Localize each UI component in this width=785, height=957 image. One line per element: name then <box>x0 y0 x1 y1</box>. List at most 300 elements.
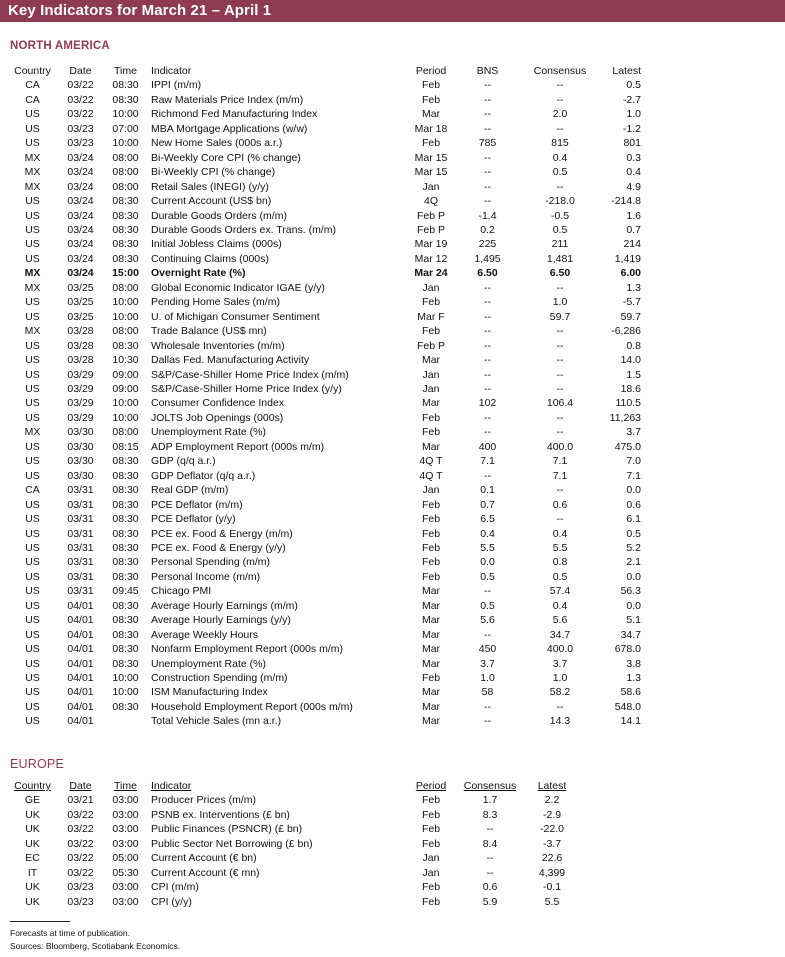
cell-bns: -- <box>484 151 491 164</box>
cell-country: US <box>25 209 40 222</box>
cell-country: MX <box>24 151 41 164</box>
cell-indicator: Bi-Weekly Core CPI (% change) <box>151 151 301 164</box>
cell-bns: 102 <box>478 397 497 410</box>
cell-country: US <box>25 354 40 367</box>
cell-date: 03/22 <box>67 866 94 879</box>
cell-indicator: MBA Mortgage Applications (w/w) <box>151 122 308 135</box>
cell-period: Feb <box>421 527 441 540</box>
cell-date: 03/31 <box>67 556 94 569</box>
cell-time: 05:00 <box>112 852 139 865</box>
cell-time: 08:30 <box>112 223 139 236</box>
cell-latest: 4.9 <box>626 180 641 193</box>
cell-indicator: Raw Materials Price Index (m/m) <box>151 93 304 106</box>
cell-bns: -- <box>484 310 491 323</box>
table-row <box>7 628 657 642</box>
cell-time: 08:30 <box>112 252 139 265</box>
cell-period: Jan <box>422 866 440 879</box>
cell-indicator: Durable Goods Orders (m/m) <box>151 209 287 222</box>
cell-date: 03/22 <box>67 852 94 865</box>
cell-consensus: -- <box>486 866 494 879</box>
cell-latest: 475.0 <box>614 440 641 453</box>
cell-country: US <box>25 440 40 453</box>
cell-date: 03/29 <box>67 382 94 395</box>
cell-date: 03/30 <box>67 455 94 468</box>
cell-latest: -2.9 <box>542 808 562 821</box>
cell-time: 08:30 <box>112 599 139 612</box>
sources-footnote: Sources: Bloomberg, Scotiabank Economics. <box>10 941 181 951</box>
cell-country: US <box>25 455 40 468</box>
cell-time: 08:00 <box>112 180 139 193</box>
cell-indicator: Initial Jobless Claims (000s) <box>151 238 282 251</box>
cell-date: 03/28 <box>67 339 94 352</box>
cell-indicator: Wholesale Inventories (m/m) <box>151 339 285 352</box>
cell-indicator: ISM Manufacturing Index <box>151 686 268 699</box>
cell-indicator: CPI (y/y) <box>151 895 192 908</box>
cell-time: 09:00 <box>112 382 139 395</box>
cell-country: US <box>25 672 40 685</box>
table-row <box>7 469 657 483</box>
cell-indicator: Average Hourly Earnings (m/m) <box>151 599 298 612</box>
cell-indicator: PCE ex. Food & Energy (y/y) <box>151 541 286 554</box>
cell-country: CA <box>25 93 40 106</box>
column-header-period: Period <box>415 65 447 77</box>
cell-consensus: 106.4 <box>546 397 574 410</box>
cell-indicator: Current Account (€ mn) <box>151 866 260 879</box>
cell-date: 04/01 <box>67 715 94 728</box>
cell-latest: 801 <box>623 137 641 150</box>
cell-consensus: -- <box>556 281 564 294</box>
cell-date: 03/31 <box>67 585 94 598</box>
cell-period: Feb <box>421 411 441 424</box>
cell-country: US <box>25 122 40 135</box>
cell-time: 15:00 <box>112 267 139 280</box>
cell-time: 09:45 <box>112 585 139 598</box>
cell-latest: -6,286 <box>611 325 641 338</box>
cell-period: Feb P <box>416 223 445 236</box>
cell-latest: 56.3 <box>620 585 641 598</box>
cell-consensus: 14.3 <box>549 715 571 728</box>
cell-date: 03/24 <box>67 195 94 208</box>
cell-date: 04/01 <box>67 614 94 627</box>
cell-period: Mar 19 <box>414 238 448 251</box>
cell-consensus: -- <box>556 354 564 367</box>
table-row <box>7 851 584 865</box>
cell-time: 08:30 <box>112 614 139 627</box>
cell-time: 10:00 <box>112 108 139 121</box>
table-row <box>7 136 657 150</box>
cell-time: 10:00 <box>112 672 139 685</box>
cell-country: EC <box>25 852 40 865</box>
cell-time: 08:00 <box>112 281 139 294</box>
cell-latest: 22.6 <box>541 852 563 865</box>
cell-bns: 7.1 <box>480 455 495 468</box>
cell-latest: 3.7 <box>626 426 641 439</box>
cell-indicator: S&P/Case-Shiller Home Price Index (m/m) <box>151 368 349 381</box>
cell-consensus: 5.5 <box>552 541 568 554</box>
cell-period: Mar <box>421 599 441 612</box>
cell-bns: 6.5 <box>480 513 495 526</box>
cell-latest: 58.6 <box>620 686 641 699</box>
cell-consensus: 58.2 <box>549 686 571 699</box>
table-row <box>7 165 657 179</box>
cell-latest: 0.3 <box>626 151 641 164</box>
cell-country: US <box>25 108 40 121</box>
cell-consensus: 57.4 <box>549 585 571 598</box>
table-row <box>7 657 657 671</box>
cell-period: Feb <box>421 296 441 309</box>
column-header-latest <box>520 779 584 793</box>
cell-bns: -- <box>484 108 491 121</box>
cell-date: 03/31 <box>67 570 94 583</box>
cell-period: Jan <box>422 180 440 193</box>
cell-time: 09:00 <box>112 368 139 381</box>
column-header-label: Consensus <box>463 780 517 792</box>
table-row <box>7 180 657 194</box>
cell-time: 08:30 <box>112 570 139 583</box>
cell-consensus: 8.3 <box>482 808 498 821</box>
cell-country: US <box>25 715 40 728</box>
cell-bns: -- <box>484 180 491 193</box>
cell-period: Mar <box>421 686 441 699</box>
table-row <box>7 295 657 309</box>
cell-period: Feb P <box>416 209 445 222</box>
cell-period: Mar 24 <box>414 267 448 280</box>
column-header-country: Country <box>14 65 51 77</box>
cell-country: IT <box>27 866 38 879</box>
cell-period: Feb <box>421 325 441 338</box>
cell-latest: 7.0 <box>626 455 641 468</box>
cell-time: 08:30 <box>112 93 139 106</box>
cell-period: Feb <box>421 823 441 836</box>
cell-country: US <box>25 382 40 395</box>
cell-latest: 0.4 <box>626 166 641 179</box>
cell-bns: 400 <box>478 440 497 453</box>
cell-bns: 785 <box>478 137 497 150</box>
table-row <box>7 310 657 324</box>
cell-consensus: 0.4 <box>552 151 568 164</box>
cell-latest: -214.8 <box>611 195 641 208</box>
cell-indicator: Durable Goods Orders ex. Trans. (m/m) <box>151 223 336 236</box>
cell-bns: -- <box>484 93 491 106</box>
table-row <box>7 353 657 367</box>
cell-consensus: 0.5 <box>552 223 568 236</box>
cell-latest: 14.1 <box>620 715 641 728</box>
cell-indicator: Consumer Confidence Index <box>151 397 285 410</box>
cell-consensus: 5.6 <box>552 614 568 627</box>
table-row <box>7 714 657 728</box>
cell-latest: 110.5 <box>615 397 641 410</box>
cell-latest: -5.7 <box>622 296 641 309</box>
cell-time: 08:30 <box>112 513 139 526</box>
cell-time: 08:30 <box>112 484 139 497</box>
cell-indicator: Chicago PMI <box>151 585 212 598</box>
table-row <box>7 382 657 396</box>
cell-consensus: -- <box>556 411 564 424</box>
cell-indicator: PCE Deflator (m/m) <box>151 498 243 511</box>
cell-latest: 59.7 <box>620 310 641 323</box>
table-row <box>7 584 657 598</box>
cell-time: 03:00 <box>112 881 139 894</box>
cell-time: 08:30 <box>112 556 139 569</box>
column-header-time <box>103 779 148 793</box>
cell-country: US <box>25 570 40 583</box>
cell-latest: -22.0 <box>540 823 564 836</box>
cell-country: US <box>25 223 40 236</box>
cell-period: Feb <box>421 79 441 92</box>
cell-consensus: 211 <box>551 238 569 251</box>
cell-bns: -- <box>484 700 491 713</box>
cell-bns: 6.50 <box>477 267 498 280</box>
cell-period: Mar <box>421 657 441 670</box>
table-row <box>7 454 657 468</box>
cell-time: 08:30 <box>112 498 139 511</box>
cell-time: 08:30 <box>112 455 139 468</box>
cell-consensus: 59.7 <box>549 310 571 323</box>
table-row <box>7 541 657 555</box>
cell-country: US <box>25 700 40 713</box>
cell-country: US <box>25 296 40 309</box>
cell-time: 10:00 <box>112 397 139 410</box>
cell-consensus: 1,481 <box>546 252 574 265</box>
cell-date: 03/29 <box>67 368 94 381</box>
cell-consensus: -- <box>556 484 564 497</box>
cell-bns: 5.6 <box>480 614 495 627</box>
table-row <box>7 895 584 909</box>
cell-country: US <box>25 643 40 656</box>
cell-indicator: Current Account (€ bn) <box>151 852 257 865</box>
column-header-label: Indicator <box>151 780 192 792</box>
cell-consensus: 1.0 <box>552 296 568 309</box>
cell-consensus: -- <box>486 852 494 865</box>
cell-indicator: PCE ex. Food & Energy (m/m) <box>151 527 293 540</box>
cell-country: US <box>25 599 40 612</box>
cell-latest: 0.5 <box>626 527 641 540</box>
cell-period: Feb <box>421 498 441 511</box>
table-row <box>7 122 657 136</box>
table-header-row <box>7 64 657 78</box>
cell-latest: 0.8 <box>626 339 641 352</box>
cell-indicator: Producer Prices (m/m) <box>151 794 257 807</box>
table-row <box>7 281 657 295</box>
table-row <box>7 93 657 107</box>
cell-indicator: JOLTS Job Openings (000s) <box>151 411 284 424</box>
cell-bns: -- <box>484 354 491 367</box>
cell-latest: -1.2 <box>622 122 641 135</box>
cell-time: 08:30 <box>112 238 139 251</box>
cell-date: 03/24 <box>67 223 94 236</box>
table-row <box>7 866 584 880</box>
cell-bns: 0.5 <box>480 599 495 612</box>
column-header-date: Date <box>69 65 92 77</box>
table-row <box>7 425 657 439</box>
cell-country: UK <box>25 881 40 894</box>
cell-latest: 7.1 <box>626 469 641 482</box>
cell-bns: -- <box>484 715 491 728</box>
north-america-heading: NORTH AMERICA <box>10 40 110 52</box>
column-header-label: Country <box>14 780 51 792</box>
cell-consensus: 1.7 <box>482 794 498 807</box>
cell-period: Feb <box>421 556 441 569</box>
cell-consensus: 34.7 <box>549 628 571 641</box>
cell-consensus: -- <box>556 339 564 352</box>
cell-indicator: Real GDP (m/m) <box>151 484 229 497</box>
cell-latest: 1.3 <box>626 281 641 294</box>
footnote-divider <box>10 921 70 922</box>
cell-date: 03/21 <box>67 794 94 807</box>
column-header-indicator <box>148 779 402 793</box>
cell-bns: -- <box>484 281 491 294</box>
cell-period: Mar <box>421 614 441 627</box>
cell-latest: 0.0 <box>626 570 641 583</box>
cell-time: 08:30 <box>112 339 139 352</box>
cell-consensus: -- <box>556 700 564 713</box>
cell-latest: -0.1 <box>542 881 562 894</box>
cell-latest: -2.7 <box>622 93 641 106</box>
cell-date: 03/25 <box>67 310 94 323</box>
table-row <box>7 252 657 266</box>
cell-bns: -- <box>484 166 491 179</box>
cell-bns: -- <box>484 325 491 338</box>
cell-bns: 1,495 <box>474 252 501 265</box>
column-header-latest: Latest <box>612 65 641 77</box>
cell-country: US <box>25 195 40 208</box>
cell-latest: 0.0 <box>626 599 641 612</box>
table-row <box>7 700 657 714</box>
table-row <box>7 411 657 425</box>
cell-indicator: CPI (m/m) <box>151 881 199 894</box>
cell-date: 03/22 <box>67 823 94 836</box>
cell-consensus: 0.6 <box>552 498 568 511</box>
title-banner <box>0 0 785 22</box>
cell-date: 03/24 <box>67 252 94 265</box>
cell-country: MX <box>24 180 41 193</box>
cell-country: US <box>25 411 40 424</box>
cell-indicator: PCE Deflator (y/y) <box>151 513 236 526</box>
cell-date: 03/25 <box>67 296 94 309</box>
cell-time: 08:30 <box>112 643 139 656</box>
cell-latest: 0.0 <box>626 484 641 497</box>
cell-latest: 3.8 <box>626 657 641 670</box>
cell-indicator: Construction Spending (m/m) <box>151 672 288 685</box>
cell-date: 04/01 <box>67 599 94 612</box>
cell-time: 08:00 <box>112 325 139 338</box>
table-row <box>7 808 584 822</box>
cell-latest: 4,399 <box>538 866 566 879</box>
cell-time: 07:00 <box>112 122 139 135</box>
column-header-indicator: Indicator <box>151 65 192 77</box>
cell-latest: 34.7 <box>620 628 641 641</box>
page-title: Key Indicators for March 21 – April 1 <box>8 2 272 19</box>
table-row <box>7 396 657 410</box>
cell-country: US <box>25 585 40 598</box>
cell-country: US <box>25 469 40 482</box>
europe-table <box>7 779 584 909</box>
cell-period: Mar <box>421 628 441 641</box>
cell-country: MX <box>24 426 41 439</box>
cell-period: Mar <box>421 440 441 453</box>
cell-time: 08:00 <box>112 151 139 164</box>
forecast-footnote: Forecasts at time of publication. <box>10 928 131 938</box>
cell-time: 08:30 <box>112 527 139 540</box>
cell-bns: 0.0 <box>480 556 495 569</box>
cell-latest: 0.7 <box>626 223 641 236</box>
cell-bns: -- <box>484 411 491 424</box>
cell-indicator: Average Hourly Earnings (y/y) <box>151 614 291 627</box>
cell-consensus: -- <box>556 426 564 439</box>
cell-consensus: -0.5 <box>550 209 570 222</box>
table-row <box>7 209 657 223</box>
column-header-consensus <box>460 779 520 793</box>
table-header-row <box>7 779 584 793</box>
cell-consensus: 0.4 <box>552 599 568 612</box>
table-row <box>7 266 657 280</box>
table-row <box>7 151 657 165</box>
cell-bns: -- <box>484 469 491 482</box>
cell-period: 4Q <box>423 195 438 208</box>
cell-date: 04/01 <box>67 700 94 713</box>
table-row <box>7 822 584 836</box>
cell-country: CA <box>25 484 40 497</box>
cell-indicator: New Home Sales (000s a.r.) <box>151 137 283 150</box>
cell-indicator: Trade Balance (US$ mn) <box>151 325 267 338</box>
cell-time: 08:30 <box>112 700 139 713</box>
cell-date: 03/24 <box>67 151 94 164</box>
cell-time: 10:00 <box>112 411 139 424</box>
table-row <box>7 498 657 512</box>
cell-date: 03/31 <box>67 513 94 526</box>
table-row <box>7 440 657 454</box>
cell-country: US <box>25 556 40 569</box>
cell-consensus: -218.0 <box>545 195 575 208</box>
table-row <box>7 237 657 251</box>
cell-date: 03/31 <box>67 527 94 540</box>
cell-consensus: 2.0 <box>552 108 568 121</box>
cell-date: 03/31 <box>67 541 94 554</box>
cell-period: Mar <box>421 585 441 598</box>
cell-latest: 2.2 <box>544 794 560 807</box>
cell-country: US <box>25 498 40 511</box>
cell-time: 08:00 <box>112 166 139 179</box>
table-row <box>7 599 657 613</box>
cell-indicator: Overnight Rate (%) <box>151 267 246 280</box>
cell-period: Feb <box>421 895 441 908</box>
cell-time: 03:00 <box>112 823 139 836</box>
cell-consensus: 7.1 <box>552 455 568 468</box>
table-row <box>7 194 657 208</box>
cell-indicator: Total Vehicle Sales (mn a.r.) <box>151 715 282 728</box>
cell-period: Jan <box>422 382 440 395</box>
cell-latest: 6.1 <box>626 513 641 526</box>
cell-indicator: Continuing Claims (000s) <box>151 252 269 265</box>
cell-period: Mar 15 <box>414 166 448 179</box>
cell-consensus: 0.4 <box>552 527 568 540</box>
table-row <box>7 78 657 92</box>
column-header-label: Period <box>415 780 447 792</box>
cell-period: Mar <box>421 354 441 367</box>
cell-country: US <box>25 397 40 410</box>
cell-consensus: -- <box>486 823 494 836</box>
cell-bns: 1.0 <box>480 672 495 685</box>
cell-indicator: Retail Sales (INEGI) (y/y) <box>151 180 269 193</box>
cell-date: 04/01 <box>67 686 94 699</box>
cell-period: Mar <box>421 700 441 713</box>
cell-latest: 5.2 <box>626 541 641 554</box>
cell-consensus: -- <box>556 79 564 92</box>
cell-period: Mar <box>421 643 441 656</box>
cell-date: 03/29 <box>67 397 94 410</box>
cell-date: 03/28 <box>67 325 94 338</box>
cell-period: Mar <box>421 108 441 121</box>
